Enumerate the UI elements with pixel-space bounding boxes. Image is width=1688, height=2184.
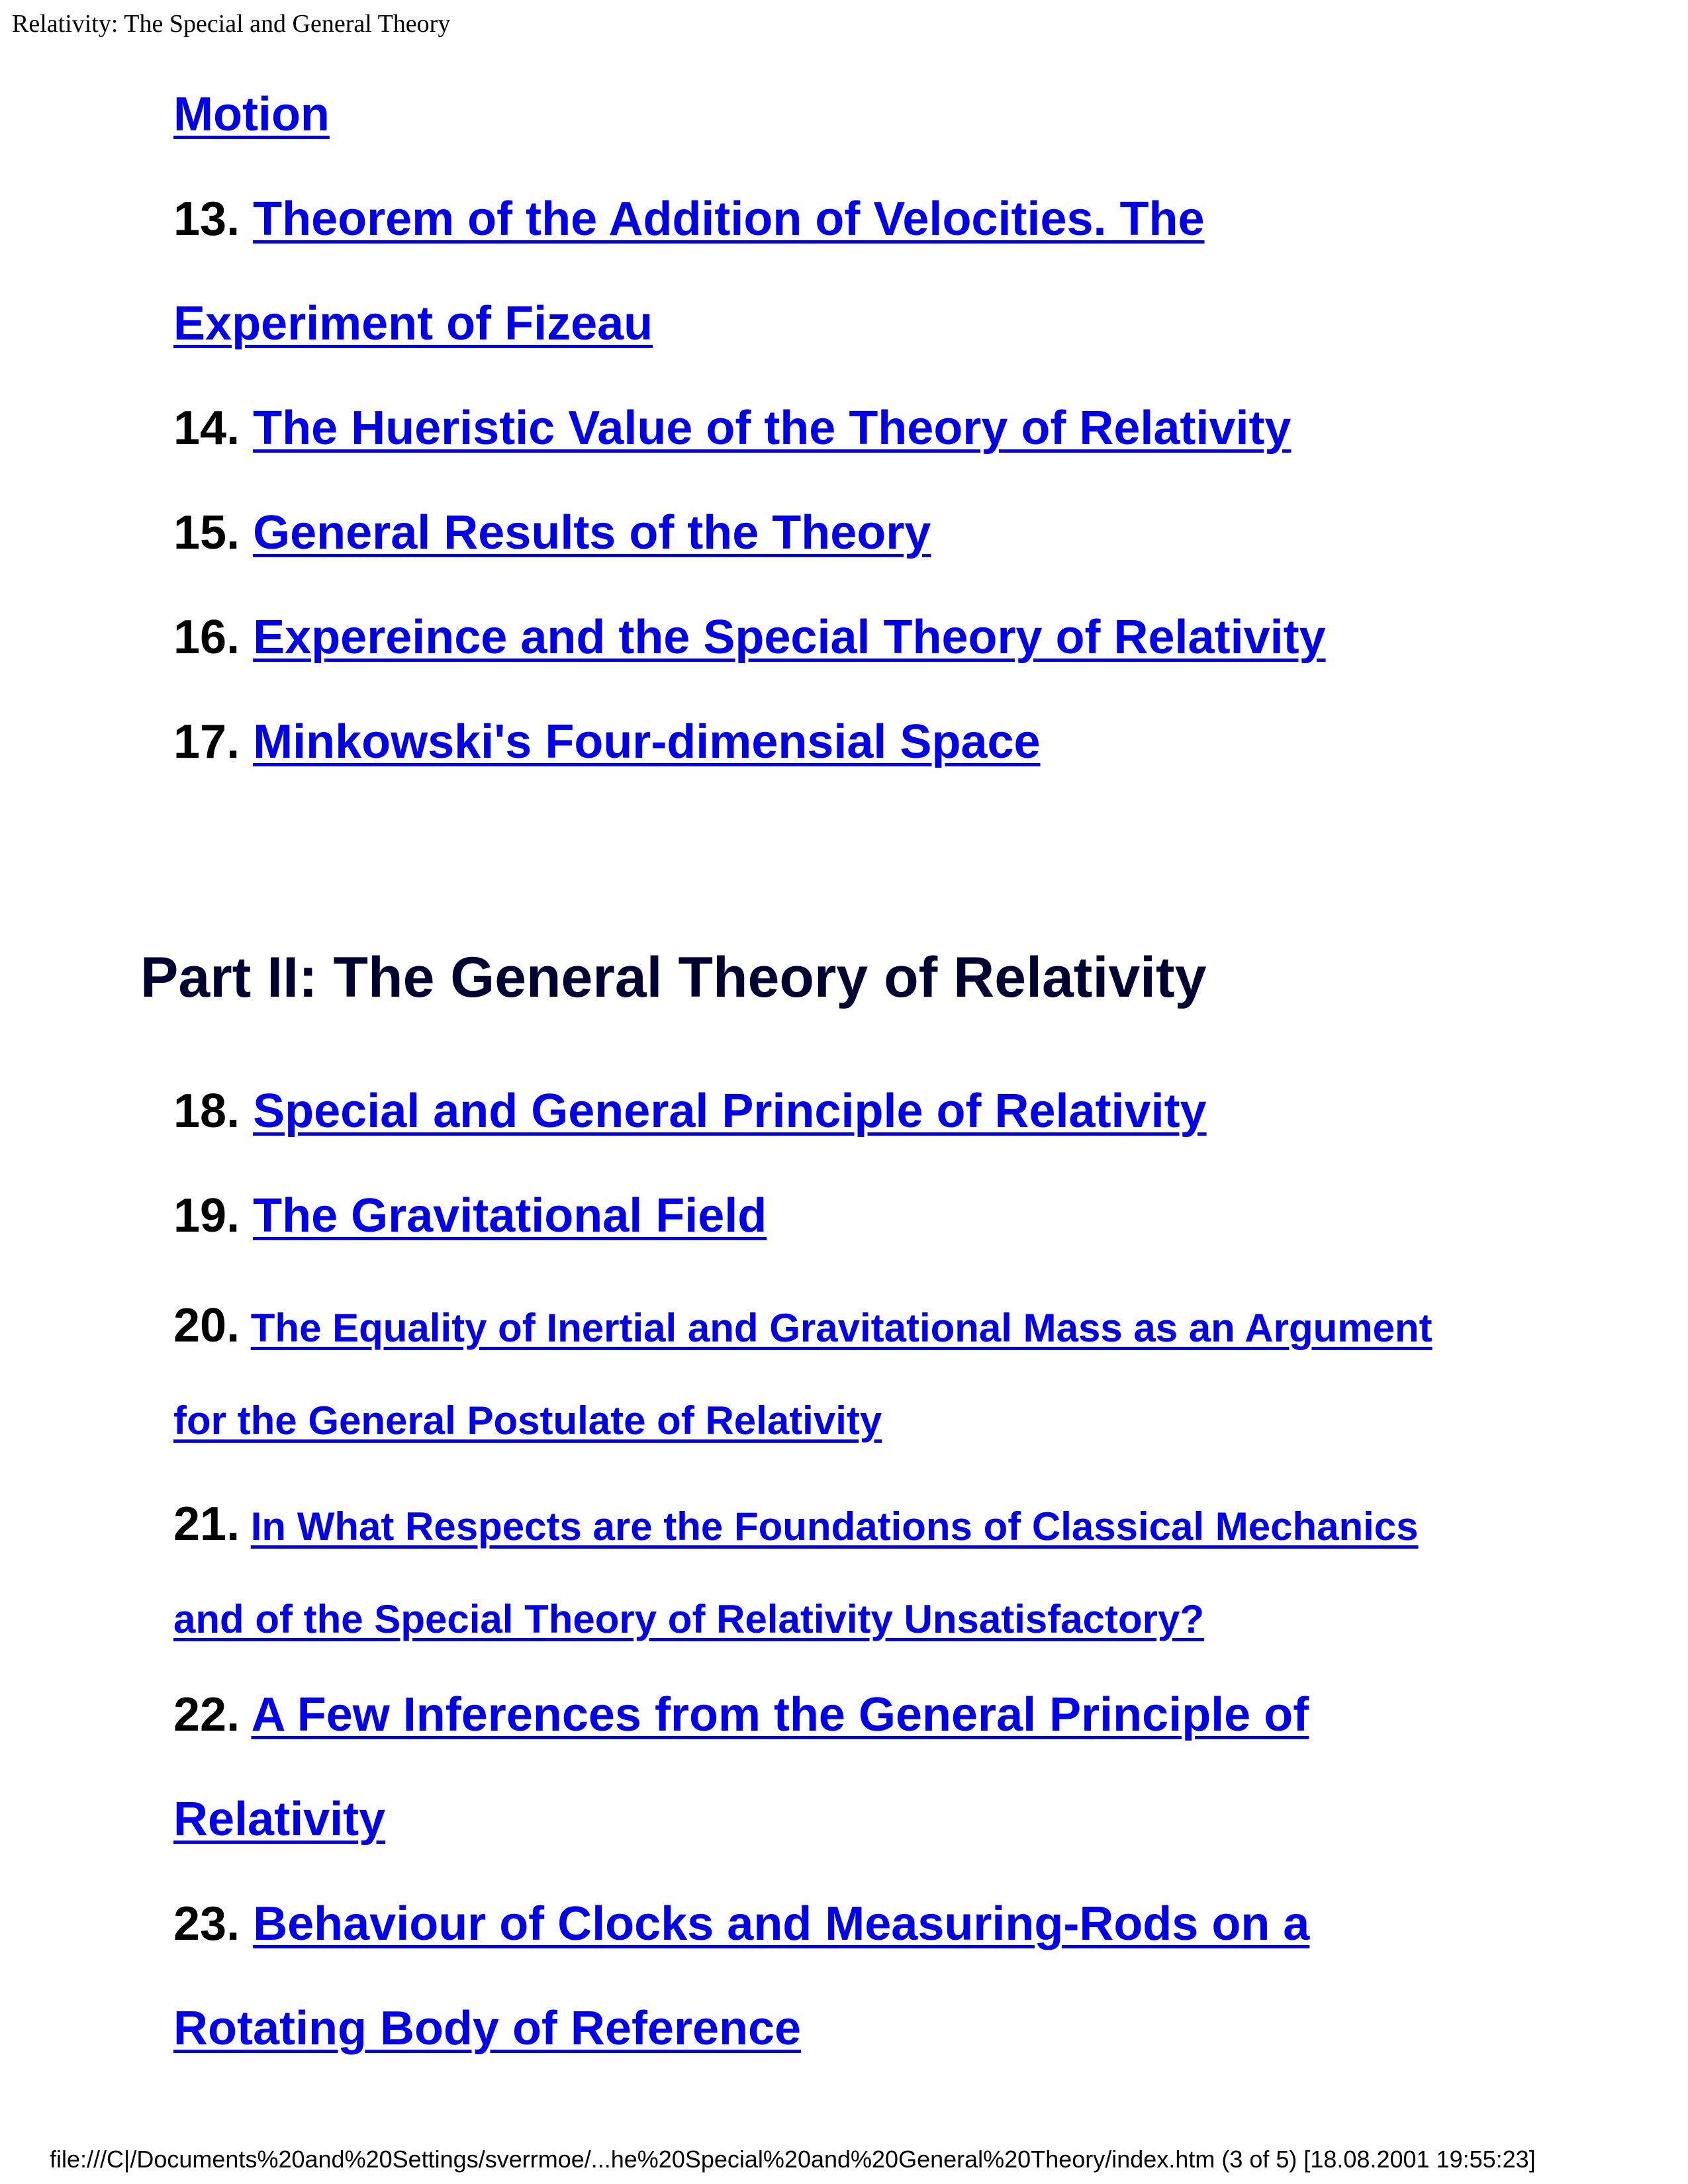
- toc-number-20: 20.: [173, 1299, 240, 1352]
- toc-entry-23: [173, 1897, 1309, 1952]
- toc-number-14: 14.: [173, 402, 240, 455]
- toc-number-17: 17.: [173, 715, 240, 768]
- toc-entry-20-cont: [173, 1398, 882, 1443]
- toc-number-19: 19.: [173, 1189, 240, 1242]
- toc-link-16[interactable]: Expereince and the Special Theory of Relativity: [253, 611, 1326, 664]
- toc-link-21[interactable]: In What Respects are the Foundations of Classical Mechanics: [250, 1504, 1419, 1549]
- toc-link-23[interactable]: Behaviour of Clocks and Measuring-Rods on a: [253, 1897, 1310, 1950]
- running-title: Relativity: The Special and General Theory: [12, 10, 451, 38]
- toc-number-21: 21.: [173, 1498, 240, 1551]
- toc-link-20-cont[interactable]: for the General Postulate of Relativity: [173, 1398, 882, 1443]
- toc-link-22[interactable]: A Few Inferences from the General Principle of: [251, 1688, 1309, 1741]
- toc-entry-13-cont: [173, 296, 653, 351]
- toc-entry-20: [173, 1298, 1432, 1353]
- toc-entry-21: [173, 1497, 1419, 1552]
- toc-entry-17: [173, 715, 1041, 770]
- toc-link-22-cont[interactable]: Relativity: [173, 1793, 386, 1846]
- toc-number-13: 13.: [173, 193, 240, 246]
- toc-entry-19: [173, 1189, 767, 1244]
- toc-entry-18: [173, 1084, 1207, 1139]
- toc-link-12-continued[interactable]: Motion: [173, 88, 330, 141]
- toc-number-16: 16.: [173, 611, 240, 664]
- toc-link-18[interactable]: Special and General Principle of Relativity: [253, 1085, 1207, 1138]
- toc-link-20[interactable]: The Equality of Inertial and Gravitational Mass as an Argument: [250, 1306, 1432, 1350]
- toc-entry-14: [173, 401, 1291, 456]
- toc-link-21-cont[interactable]: and of the Special Theory of Relativity Unsatisfactory?: [173, 1597, 1205, 1641]
- toc-entry-15: [173, 506, 931, 561]
- toc-number-15: 15.: [173, 506, 240, 559]
- footer-file-path: file:///C|/Documents%20and%20Settings/sverrmoe/...he%20Special%20and%20General%20Theory/index.htm (3 of 5) [18.08.2001 19:55:23]: [50, 2146, 1536, 2173]
- toc-entry-22: [173, 1688, 1309, 1743]
- toc-link-13[interactable]: Theorem of the Addition of Velocities. The: [253, 193, 1205, 246]
- toc-entry-12-continued: [173, 87, 330, 142]
- toc-number-18: 18.: [173, 1085, 240, 1138]
- toc-link-14[interactable]: The Hueristic Value of the Theory of Relativity: [253, 402, 1291, 455]
- toc-entry-13: [173, 192, 1205, 247]
- toc-entry-22-cont: [173, 1792, 385, 1847]
- toc-entry-16: [173, 610, 1326, 665]
- toc-number-22: 22.: [173, 1688, 240, 1741]
- toc-link-13-cont[interactable]: Experiment of Fizeau: [173, 297, 653, 350]
- toc-link-17[interactable]: Minkowski's Four-dimensial Space: [253, 715, 1041, 768]
- toc-number-23: 23.: [173, 1897, 240, 1950]
- toc-link-23-cont[interactable]: Rotating Body of Reference: [173, 2002, 802, 2055]
- toc-link-15[interactable]: General Results of the Theory: [253, 506, 931, 559]
- toc-entry-23-cont: [173, 2001, 801, 2056]
- part-2-heading: Part II: The General Theory of Relativity: [140, 946, 1207, 1009]
- toc-entry-21-cont: [173, 1596, 1204, 1642]
- toc-link-19[interactable]: The Gravitational Field: [253, 1189, 767, 1242]
